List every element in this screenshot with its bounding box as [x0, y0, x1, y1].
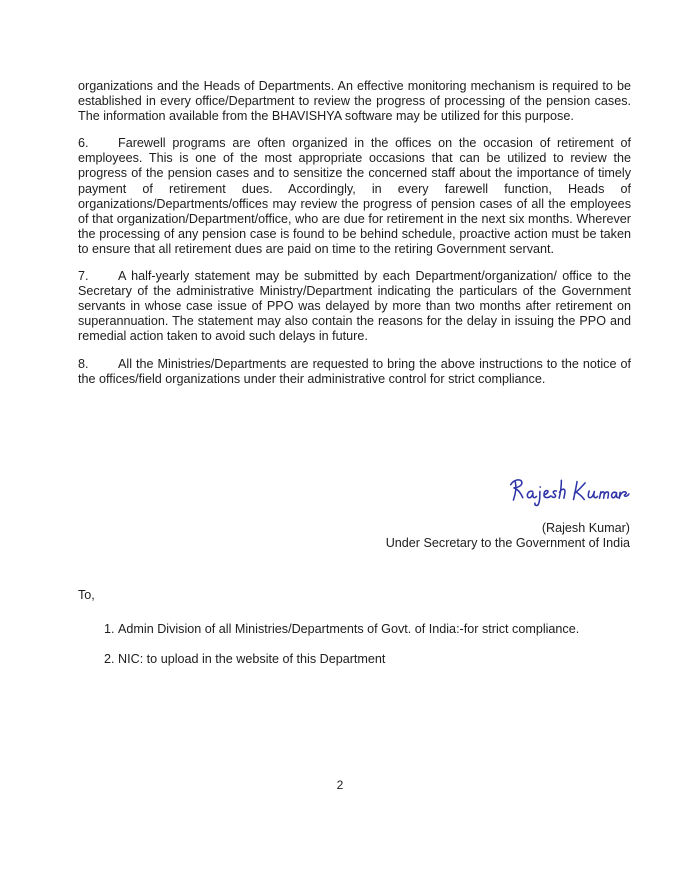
signature-block: [386, 472, 630, 551]
paragraph-number: 6.: [78, 136, 89, 151]
signatory-designation: Under Secretary to the Government of India: [385, 536, 630, 551]
paragraph-text: All the Ministries/Departments are requested to bring the above instructions to the notice of the offices/field organizations under their administrative control for strict compliance.: [78, 356, 631, 386]
signatory-name: (Rajesh Kumar): [541, 521, 630, 535]
paragraph-text: organizations and the Heads of Departments. An effective monitoring mechanism is required to be established in every office/Department to review the progress of processing of the pension cases. The information available from the BHAVISHYA software may be utilized for this purpose.: [78, 79, 631, 124]
body-paragraph-8: [78, 357, 631, 387]
page-number: 2: [336, 778, 344, 792]
list-item: 2. NIC: to upload in the website of this Department: [118, 652, 631, 667]
letter-body: [78, 79, 631, 399]
paragraph-text: A half-yearly statement may be submitted by each Department/organization/ office to the Secretary of the administrative Ministry/Department indicating the particulars of the Government servants in whose case issue of PPO was delayed by more than two months after retirement on superannuation. The statement may also contain the reasons for the delay in issuing the PPO and remedial action taken to avoid such delays in future.: [78, 269, 631, 344]
paragraph-number: 7.: [78, 269, 89, 284]
body-paragraph-7: [78, 269, 631, 344]
salutation: To,: [78, 588, 95, 602]
recipients-list: [78, 622, 631, 667]
body-paragraph-6: [78, 136, 631, 257]
handwritten-signature: [508, 472, 630, 510]
body-paragraph-continuation: [78, 79, 631, 124]
paragraph-number: 8.: [78, 356, 89, 371]
list-item: 1. Admin Division of all Ministries/Departments of Govt. of India:-for strict compliance.: [118, 622, 631, 637]
paragraph-text: Farewell programs are often organized in the offices on the occasion of retirement of employees. This is one of the most appropriate occasions that can be utilized to review the progress of the pension cases and to sensitize the concerned staff about the importance of timely payment of retirement dues. Accordingly, in every farewell function, Heads of organizations/Departments/offices may review the progress of pension cases of all the employees of that organization/Department/office, who are due for retirement in the next six months. Wherever the processing of any pension case is found to be behind schedule, proactive action must be taken to ensure that all retirement dues are paid on time to the retiring Government servant.: [78, 136, 631, 256]
recipients-block: [78, 588, 631, 682]
